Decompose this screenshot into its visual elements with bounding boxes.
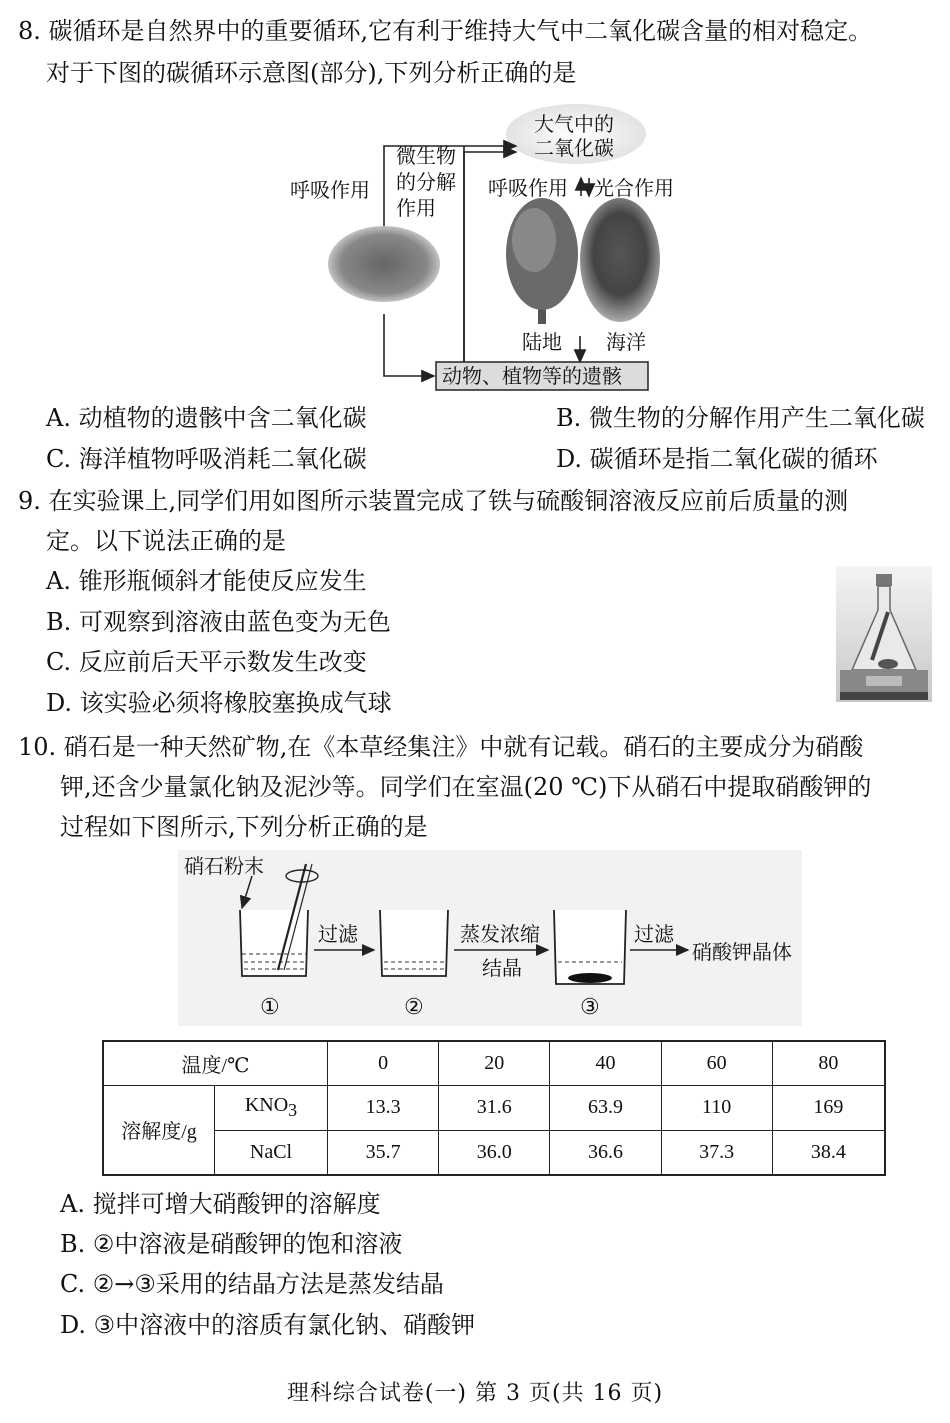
animals-photo	[328, 226, 440, 302]
q9-stem-line2: 定。以下说法正确的是	[46, 527, 286, 555]
microbe-label-3: 作用	[396, 196, 436, 220]
table-cell: 35.7	[328, 1130, 439, 1175]
kno3-formula: KNO	[244, 1094, 289, 1116]
table-cell: 36.0	[439, 1130, 550, 1175]
q9-option-b: B. 可观察到溶液由蓝色变为无色	[46, 608, 391, 636]
product-label: 硝酸钾晶体	[692, 940, 792, 964]
q10-option-d: D. ③中溶液中的溶质有氯化钠、硝酸钾	[60, 1311, 476, 1339]
q8-option-b: B. 微生物的分解作用产生二氧化碳	[556, 404, 925, 432]
temp-cell: 20	[439, 1041, 550, 1085]
q10-stem-line1: 10. 硝石是一种天然矿物,在《本草经集注》中就有记载。硝石的主要成分为硝酸	[18, 733, 864, 761]
respiration-left-label: 呼吸作用	[290, 178, 370, 202]
q8-option-d: D. 碳循环是指二氧化碳的循环	[556, 445, 878, 473]
temp-cell: 0	[328, 1041, 439, 1085]
q10-option-b: B. ②中溶液是硝酸钾的饱和溶液	[60, 1230, 403, 1258]
nacl-label-cell: NaCl	[215, 1130, 328, 1175]
table-cell: 31.6	[439, 1085, 550, 1130]
microbe-label-2: 的分解	[396, 170, 456, 194]
table-cell: 37.3	[661, 1130, 772, 1175]
q8-stem-line1: 8. 碳循环是自然界中的重要循环,它有利于维持大气中二氧化碳含量的相对稳定。	[18, 17, 873, 45]
table-cell: 38.4	[772, 1130, 885, 1175]
beaker-3-label: ③	[580, 995, 600, 1020]
temp-label-cell: 温度/℃	[103, 1041, 328, 1085]
q8-stem-line2: 对于下图的碳循环示意图(部分),下列分析正确的是	[46, 59, 577, 87]
q9-option-d: D. 该实验必须将橡胶塞换成气球	[46, 689, 392, 717]
table-header-row	[103, 1041, 885, 1085]
page-footer: 理科综合试卷(一) 第 3 页(共 16 页)	[286, 1381, 664, 1406]
table-row	[103, 1130, 885, 1175]
q10-process-diagram	[178, 850, 802, 1026]
q10-option-a: A. 搅拌可增大硝酸钾的溶解度	[60, 1190, 381, 1218]
beaker-2-label: ②	[404, 995, 424, 1020]
temp-cell: 80	[772, 1041, 885, 1085]
q9-option-c: C. 反应前后天平示数发生改变	[46, 648, 367, 676]
land-label: 陆地	[522, 330, 562, 354]
atmosphere-label-1: 大气中的	[534, 112, 614, 136]
temp-cell: 40	[550, 1041, 661, 1085]
q9-option-a: A. 锥形瓶倾斜才能使反应发生	[46, 567, 367, 595]
filter1-label: 过滤	[318, 922, 358, 946]
filter2-label: 过滤	[634, 922, 674, 946]
table-cell: 110	[661, 1085, 772, 1130]
microbe-label-1: 微生物	[396, 144, 456, 168]
flask-scale-photo	[836, 566, 932, 702]
table-cell: 36.6	[550, 1130, 661, 1175]
beaker-2	[380, 910, 448, 976]
table-cell: 169	[772, 1085, 885, 1130]
powder-label: 硝石粉末	[184, 854, 264, 878]
ocean-photo	[580, 198, 660, 322]
tree-icon	[506, 198, 578, 324]
kno3-label-cell	[215, 1085, 328, 1130]
q8-option-a: A. 动植物的遗骸中含二氧化碳	[46, 404, 367, 432]
q8-carbon-cycle-diagram	[284, 104, 688, 394]
temp-cell: 60	[661, 1041, 772, 1085]
q10-option-c: C. ②→③采用的结晶方法是蒸发结晶	[60, 1270, 444, 1298]
q9-stem-line1: 9. 在实验课上,同学们用如图所示装置完成了铁与硫酸铜溶液反应前后质量的测	[18, 487, 849, 515]
q8-option-c: C. 海洋植物呼吸消耗二氧化碳	[46, 445, 367, 473]
remains-label: 动物、植物等的遗骸	[442, 364, 622, 388]
solubility-label-cell: 溶解度/g	[103, 1085, 215, 1175]
photosynthesis-label: 光合作用	[594, 176, 674, 200]
evaporate-label-1: 蒸发浓缩	[460, 922, 540, 946]
solubility-table	[102, 1040, 886, 1176]
ocean-label: 海洋	[606, 330, 646, 354]
table-row	[103, 1085, 885, 1130]
respiration-right-label: 呼吸作用	[488, 176, 568, 200]
table-cell: 63.9	[550, 1085, 661, 1130]
beaker-3	[554, 910, 626, 984]
beaker-1-label: ①	[260, 995, 280, 1020]
kno3-subscript: 3	[288, 1100, 298, 1120]
q10-stem-line3: 过程如下图所示,下列分析正确的是	[60, 813, 428, 841]
q10-stem-line2: 钾,还含少量氯化钠及泥沙等。同学们在室温(20 ℃)下从硝石中提取硝酸钾的	[60, 773, 872, 801]
evaporate-label-2: 结晶	[482, 956, 522, 980]
table-cell: 13.3	[328, 1085, 439, 1130]
atmosphere-label-2: 二氧化碳	[534, 136, 614, 160]
